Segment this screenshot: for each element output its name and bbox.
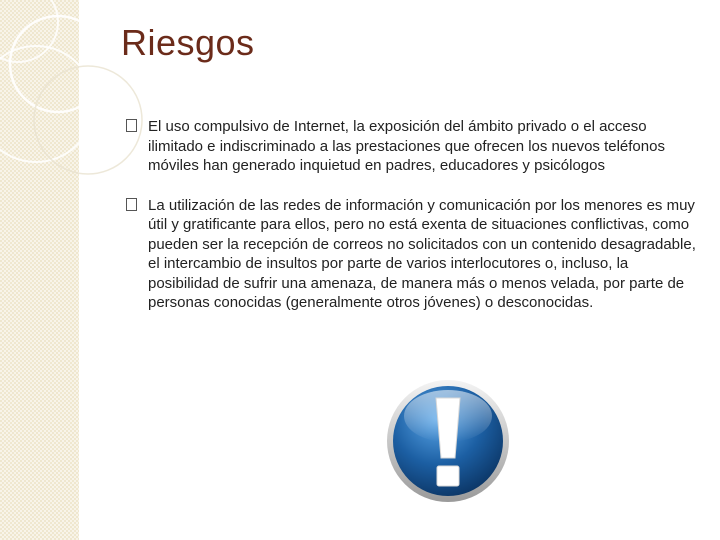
bullet-marker-icon [126, 119, 137, 132]
bullet-text: La utilización de las redes de información y comunicación por los menores es muy útil y gratificante para ellos, pero no está exenta de situaciones conflictivas, como pueden ser la recepción de correos no solicitados con un contenido desagradable, el intercambio de insultos por parte de varios interlocutores o, incluso, la posibilidad de sufrir una amenaza, de manera más o menos velada, por parte de personas conocidas (generalmente otros jóvenes) o desconocidas. [148, 196, 696, 311]
bullet-list [126, 117, 696, 333]
bullet-text: El uso compulsivo de Internet, la exposición del ámbito privado o el acceso ilimitado e indiscriminado a las prestaciones que ofrecen los nuevos teléfonos móviles han generado inquietud en padres, educadores y psicólogos [148, 118, 665, 174]
side-texture-strip [0, 0, 79, 540]
bullet-item [126, 196, 696, 313]
bullet-item [126, 117, 696, 176]
exclamation-icon [385, 378, 511, 504]
slide-title: Riesgos [121, 22, 255, 63]
bullet-marker-icon [126, 198, 137, 211]
